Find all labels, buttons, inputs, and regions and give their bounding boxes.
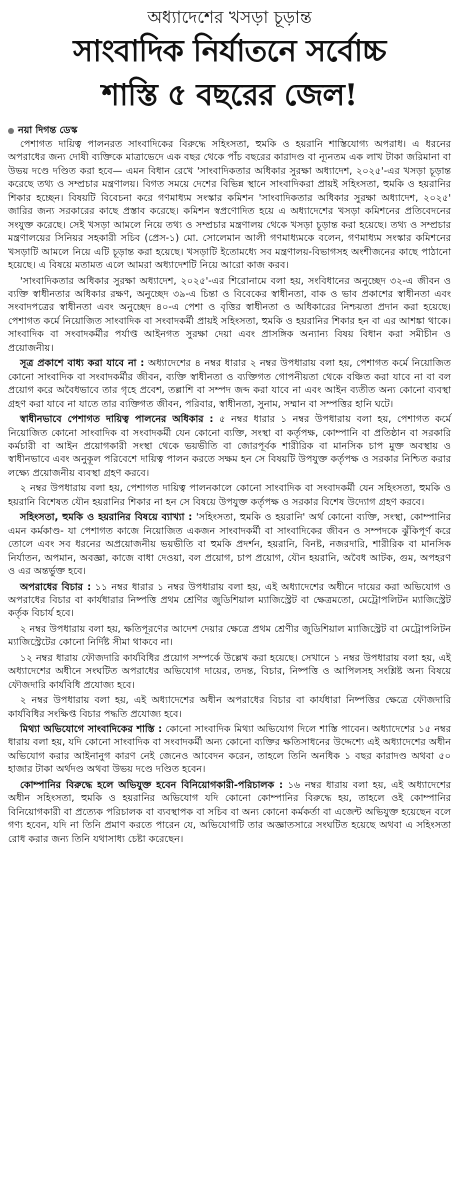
body-paragraph <box>8 652 451 692</box>
paragraph-text: ১২ নম্বর ধারায় ফৌজদারি কার্যবিধির প্রয়োগ সম্পর্কে উল্লেখ করা হয়েছে। সেখানে ১ নম্বর উপধারায় বলা হয়, এই অধ্যাদেশের অধীনে সংঘটিত অপরাধের অভিযোগ দায়ের, তদন্ত, বিচার, নিষ্পত্তি ও আপিলসহ সংশ্লিষ্ট অন্য বিষয়ে ফৌজদারি কার্যবিধি প্রযোজ্য হবে। <box>8 652 451 691</box>
section-heading: অপরাধের বিচার : <box>20 581 92 593</box>
article-body <box>8 138 451 846</box>
bullet-icon <box>8 128 14 134</box>
section-heading: সহিংসতা, হুমকি ও হয়রানির বিষয়ে ব্যাখ্যা : <box>20 512 193 524</box>
body-paragraph <box>8 623 451 650</box>
paragraph-text: 'সাংবাদিকতার অধিকার সুরক্ষা অধ্যাদেশ, ২০২৫'-এর শিরোনামে বলা হয়, সংবিধানের অনুচ্ছেদ ৩২-এ জীবন ও ব্যক্তি স্বাধীনতার অধিকার রক্ষণ, অনুচ্ছেদ ৩৯-এ চিন্তা ও বিবেকের স্বাধীনতা, বাক ও ভাব প্রকাশের স্বাধীনতা এবং সংবাদপত্রের স্বাধীনতা এবং অনুচ্ছেদ ৪০-এ পেশা ও বৃত্তির স্বাধীনতা ও অধিকারের নিশ্চয়তা প্রদান করা হয়েছে। পেশাগত কর্মে নিয়োজিত সাংবাদিক বা সংবাদকর্মী প্রায়ই সহিংসতা, হুমকি ও হয়রানির শিকার হন বা এর আশঙ্কা থাকে। সাংবাদিক বা সংবাদকর্মীর পর্যাপ্ত আইনগত সুরক্ষা দেয়া এবং প্রাসঙ্গিক অন্যান্য বিষয় বিধান করা সমীচীন ও প্রয়োজনীয়। <box>8 275 451 354</box>
paragraph-text: ২ নম্বর উপধারায় বলা হয়, এই অধ্যাদেশের অধীন অপরাধের বিচার বা কার্যধারা নিষ্পত্তির ক্ষেত্রে ফৌজদারি কার্যবিধির সংক্ষিপ্ত বিচার পদ্ধতি প্রযোজ্য হবে। <box>8 695 451 720</box>
paragraph-text: ২ নম্বর উপধারায় বলা হয়, ক্ষতিপূরণের আদেশ দেয়ার ক্ষেত্রে প্রথম শ্রেণীর জুডিশিয়াল ম্যাজিস্ট্রেট বা মেট্রোপলিটন ম্যাজিস্ট্রেটের কোনো নির্দিষ্ট সীমা থাকবে না। <box>8 623 451 649</box>
paragraph-text: ২ নম্বর উপধারায় বলা হয়, পেশাগত দায়িত্ব পালনকালে কোনো সাংবাদিক বা সংবাদকর্মী যেন সহিংসতা, হুমকি ও হয়রানি বিশেষত যৌন হয়রানির শিকার না হন সে বিষয়ে উপযুক্ত কর্তৃপক্ষ ও সরকার বিশেষ উদ্যোগ গ্রহণ করবে। <box>8 483 451 508</box>
headline-line-2: শাস্তি ৫ বছরের জেল! <box>101 78 358 113</box>
section-heading: সূত্র প্রকাশে বাধ্য করা যাবে না : <box>20 358 145 370</box>
kicker: অধ্যাদেশের খসড়া চূড়ান্ত <box>147 8 312 28</box>
body-paragraph <box>8 779 451 846</box>
paragraph-text: ১১ নম্বর ধারার ১ নম্বর উপধারায় বলা হয়, এই অধ্যাদেশের অধীনে দায়ের করা অভিযোগ ও অপরাধের বিচার বা কার্যধারার নিষ্পত্তি প্রথম শ্রেণির জুডিশিয়াল ম্যাজিস্ট্রেট বা ক্ষেত্রমতো, মেট্রোপলিটন ম্যাজিস্ট্রেট কর্তৃক বিচার্য হবে। <box>8 581 451 620</box>
body-paragraph <box>8 138 451 273</box>
paragraph-text: অধ্যাদেশের ৪ নম্বর ধারার ২ নম্বর উপধারায় বলা হয়, পেশাগত কর্মে নিয়োজিত কোনো সাংবাদিক বা সংবাদকর্মীর জীবন, ব্যক্তি স্বাধীনতা ও ব্যক্তিগত গোপনীয়তা থেকে বঞ্চিত করা যাবে না বা বল প্রয়োগ করে অবৈধভাবে তার গৃহে প্রবেশ, তল্লাশি বা সম্পদ জব্দ করা যাবে না এবং আইন ব্যতীত অন্য কোনো ব্যবস্থা গ্রহণ করা যাবে না যাতে তার ব্যক্তিগত জীবন, পরিবার, স্বাধীনতা, সুনাম, সম্মান বা সম্পত্তির হানি ঘটে। <box>8 358 451 410</box>
paragraph-text: 'সহিংসতা, হুমকি ও হয়রানি' অর্থ কোনো ব্যক্তি, সংস্থা, কোম্পানির এমন কর্মকাণ্ড- যা পেশাগত কাজে নিয়োজিত একজন সাংবাদকর্মী বা সাংবাদিকের জীবন ও সম্পদকে ঝুঁকিপূর্ণ করে তোলে এবং সব ধরনের অপ্রয়োজনীয় ভয়ভীতি বা হুমকি প্রদর্শন, হয়রানি, বিনষ্ট, নজরদারি, শারীরিক বা মানসিক নির্যাতন, অপমান, অবজ্ঞা, কাজে বাধা দেওয়া, বল প্রয়োগ, চাপ প্রয়োগ, যৌন হয়রানি, অবৈধ আটক, গুম, অপহরণ ও এর অন্তর্ভুক্ত হবে। <box>8 512 451 578</box>
paragraph-text: কোনো সাংবাদিক মিথ্যা অভিযোগ দিলে শাস্তি পাবেন। অধ্যাদেশের ১৫ নম্বর ধারায় বলা হয়, যদি কোনো সাংবাদিক বা সংবাদকর্মী অন্য কোনো ব্যক্তির ক্ষতিসাধনের উদ্দেশ্যে এই অধ্যাদেশের অধীন অভিযোগ করার আইনানুগ কারণ নেই জেনেও আবেদন করেন, তাহলে তিনি অনধিক ১ বছর কারাদণ্ড অথবা ৫০ হাজার টাকা অর্থদণ্ড অথবা উভয় দণ্ডে দণ্ডিত হবেন। <box>8 724 451 776</box>
body-paragraph <box>8 357 451 411</box>
dateline <box>8 124 451 138</box>
section-heading: কোম্পানির বিরুদ্ধে হলে অভিযুক্ত হবেন বিনিয়োগকারী-পরিচালক : <box>20 779 284 791</box>
dateline-text: নয়া দিগন্ত ডেস্ক <box>18 125 78 136</box>
body-paragraph <box>8 413 451 480</box>
body-paragraph <box>8 723 451 777</box>
section-heading: স্বাধীনভাবে পেশাগত দায়িত্ব পালনের অধিকার : <box>20 414 214 426</box>
body-paragraph <box>8 482 451 509</box>
body-paragraph <box>8 694 451 721</box>
body-paragraph <box>8 581 451 621</box>
body-paragraph <box>8 511 451 578</box>
body-paragraph <box>8 275 451 356</box>
paragraph-text: ১৬ নম্বর ধারায় বলা হয়, এই অধ্যাদেশের অধীন সহিংসতা, হুমকি ও হয়রানির অভিযোগ যদি কোনো কোম্পানির বিরুদ্ধে হয়, তাহলে ওই কোম্পানির বিনিয়োগকারী বা প্রত্যেক পরিচালক বা ব্যবস্থাপক বা সচিব বা অন্য কোনো কর্মকর্তা বা এজেন্ট অভিযুক্ত হয়েছেন বলে গণ্য হবেন, যদি না তিনি প্রমাণ করতে পারেন যে, অভিযোগটি তার অজ্ঞাতসারে সংঘটিত হয়েছে অথবা এ সহিংসতা রোধ করার জন্য তিনি যথাসাধ্য চেষ্টা করেছেন। <box>8 779 451 845</box>
paragraph-text: পেশাগত দায়িত্ব পালনরত সাংবাদিকের বিরুদ্ধে সহিংসতা, হুমকি ও হয়রানি শাস্তিযোগ্য অপরাধ। এ ধরনের অপরাধের জন্য দোষী ব্যক্তিকে মাত্রাভেদে এক বছর থেকে পাঁচ বছরের কারাদণ্ড বা ন্যূনতম এক লাখ টাকা জরিমানা বা উভয় দণ্ডে দণ্ডিত করা হবে— এমন বিধান রেখে 'সাংবাদিকতার অধিকার সুরক্ষা অধ্যাদেশ, ২০২৫'-এর খসড়া চূড়ান্ত করেছে তথ্য ও সম্প্রচার মন্ত্রণালয়। বিগত সময়ে দেশের বিভিন্ন স্থানে সাংবাদিকরা প্রায়ই সহিংসতা, হুমকি ও হয়রানির শিকার হচ্ছেন। বিষয়টি বিবেচনা করে গণমাধ্যম সংস্কার কমিশন 'সাংবাদিকতার অধিকার সুরক্ষা অধ্যাদেশ, ২০২৫' জারির জন্য সরকারের কাছে প্রস্তাব করেছে। কমিশন স্বপ্রণোদিত হয়ে এ অধ্যাদেশের খসড়া কমিশনের প্রতিবেদনের সংযুক্ত করেছে। সেই খসড়া আমলে নিয়ে তথ্য ও সম্প্রচার মন্ত্রণালয় থেকে খসড়া চূড়ান্ত করা হয়েছে। তথ্য ও সম্প্রচার মন্ত্রণালয়ের সিনিয়র সহকারী সচিব (প্রেস-১) মো. সোলেমান আলী গণমাধ্যমকে বলেন, গণমাধ্যম সংস্কার কমিশনের খসড়াটি আমলে নিয়ে এটি চূড়ান্ত করা হয়েছে। খসড়াটি ইতোমধ্যে সব মন্ত্রণালয়-বিভাগসহ অংশীজনের কাছে পাঠানো হয়েছে। এ বিষয়ে মতামত এলে আমরা অধ্যাদেশটি নিয়ে আরো কাজ করব। <box>8 139 452 272</box>
section-heading: মিথ্যা অভিযোগে সাংবাদিকের শাস্তি : <box>20 724 163 736</box>
headline-line-1: সাংবাদিক নির্যাতনে সর্বোচ্চ <box>73 34 386 69</box>
paragraph-text: ৫ নম্বর ধারার ১ নম্বর উপধারায় বলা হয়, পেশাগত কর্মে নিয়োজিত কোনো সাংবাদিক বা সংবাদকর্মী যেন কোনো ব্যক্তি, সংস্থা বা কর্তৃপক্ষ, কোম্পানি বা প্রতিষ্ঠান বা সরকারি কর্মচারী বা আইন প্রয়োগকারী সংস্থা থেকে ভয়ভীতি বা জোরপূর্বক শারীরিক বা মানসিক চাপ মুক্ত অবস্থায় ও স্বাধীনভাবে এবং অনুকূল পরিবেশে দায়িত্ব পালন করতে সক্ষম হন সে বিষয়টি উপযুক্ত কর্তৃপক্ষ ও সরকার নিশ্চিত করার লক্ষ্যে প্রয়োজনীয় ব্যবস্থা গ্রহণ করবে। <box>8 414 451 479</box>
